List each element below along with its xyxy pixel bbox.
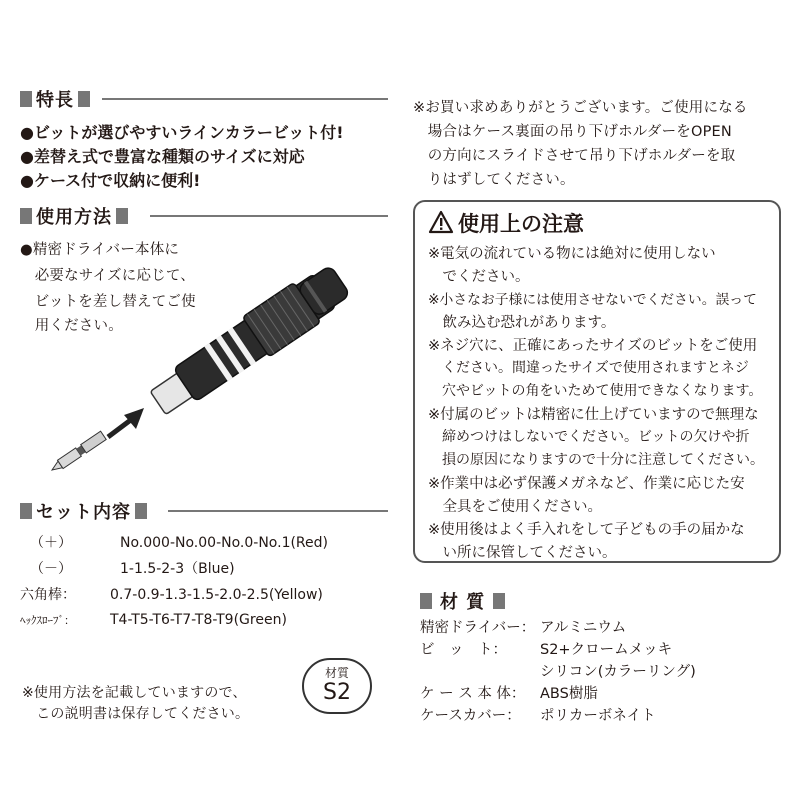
heading-square-icon [493, 593, 505, 609]
set-row: ﾍｯｸｽﾛｰﾌﾞ： T4-T5-T6-T7-T8-T9(Green) [20, 612, 287, 628]
insert-arrow-icon [108, 408, 144, 437]
heading-square-icon [20, 208, 32, 224]
feature-item: ●ケース付で収納に便利! [20, 171, 201, 190]
caution-line: ※小さなお子様には使用させないでください。誤って [428, 292, 757, 308]
note-line: この説明書は保存してください。 [22, 706, 250, 722]
caution-title: 使用上の注意 [458, 212, 584, 236]
caution-line: ※ネジ穴に、正確にあったサイズのビットをご使用 [428, 338, 758, 354]
heading-square-icon [420, 593, 432, 609]
set-rule [168, 510, 388, 512]
thanks-line: 場合はケース裏面の吊り下げホルダーをOPEN [413, 124, 732, 140]
heading-square-icon [20, 503, 32, 519]
material-row: ケースカバー： ポリカーボネイト [420, 708, 656, 724]
material-badge: 材質 S2 [302, 658, 372, 714]
usage-line: 用ください。 [20, 318, 123, 334]
caution-line: でください。 [428, 269, 530, 285]
material-row: ビ ッ ト： S2+クロームメッキ [420, 642, 673, 658]
caution-line: ※付属のビットは精密に仕上げていますので無理な [428, 407, 759, 423]
note-line: ※使用方法を記載していますので、 [22, 685, 247, 701]
thanks-line: ※お買い求めありがとうございます。ご使用になる [413, 100, 748, 116]
feature-item: ●差替え式で豊富な種類のサイズに対応 [20, 147, 305, 166]
caution-line: 損の原因になりますので十分に注意してください。 [428, 452, 764, 468]
usage-heading: 使用方法 [20, 205, 128, 227]
heading-square-icon [135, 503, 147, 519]
set-row: （＋） No.000-No.00-No.0-No.1(Red) [30, 535, 328, 551]
caution-line: ください。間違ったサイズで使用されますとネジ [428, 360, 749, 376]
thanks-line: の方向にスライドさせて吊り下げホルダーを取 [413, 148, 736, 164]
caution-line: 全具をご使用ください。 [428, 499, 602, 515]
features-rule [102, 98, 388, 100]
material-heading: 材 質 [420, 590, 505, 612]
usage-rule [150, 215, 388, 217]
screwdriver-bit [49, 431, 106, 474]
material-row: 精密ドライバー： アルミニウム [420, 620, 627, 636]
material-row: シリコン(カラーリング) [540, 664, 696, 680]
heading-square-icon [78, 91, 90, 107]
usage-line: 必要なサイズに応じて、 [20, 268, 195, 284]
caution-line: 締めつけはしないでください。ビットの欠けや折 [428, 429, 750, 445]
caution-line: 飲み込む恐れがあります。 [428, 315, 616, 331]
caution-line: ※作業中は必ず保護メガネなど、作業に応じた安 [428, 476, 745, 492]
features-heading: 特長 [20, 88, 90, 110]
heading-square-icon [116, 208, 128, 224]
usage-line: ビットを差し替えてご使 [20, 294, 196, 310]
caution-line: 穴やビットの角をいためて使用できなくなります。 [428, 383, 763, 399]
usage-line: ●精密ドライバー本体に [20, 242, 180, 258]
material-row: ケ ー ス 本 体： ABS樹脂 [420, 686, 598, 702]
screwdriver-illustration [40, 225, 390, 480]
set-row: （－） 1-1.5-2-3（Blue) [30, 561, 235, 577]
heading-square-icon [20, 91, 32, 107]
caution-line: い所に保管してください。 [428, 545, 617, 561]
caution-line: ※使用後はよく手入れをして子どもの手の届かな [428, 522, 745, 538]
set-heading: セット内容 [20, 500, 147, 522]
feature-item: ●ビットが選びやすいラインカラービット付! [20, 123, 344, 142]
caution-line: ※電気の流れている物には絶対に使用しない [428, 246, 716, 262]
set-row: 六角棒： 0.7-0.9-1.3-1.5-2.0-2.5(Yellow) [20, 587, 323, 603]
warning-icon [428, 210, 454, 234]
thanks-line: りはずしてください。 [413, 172, 575, 188]
